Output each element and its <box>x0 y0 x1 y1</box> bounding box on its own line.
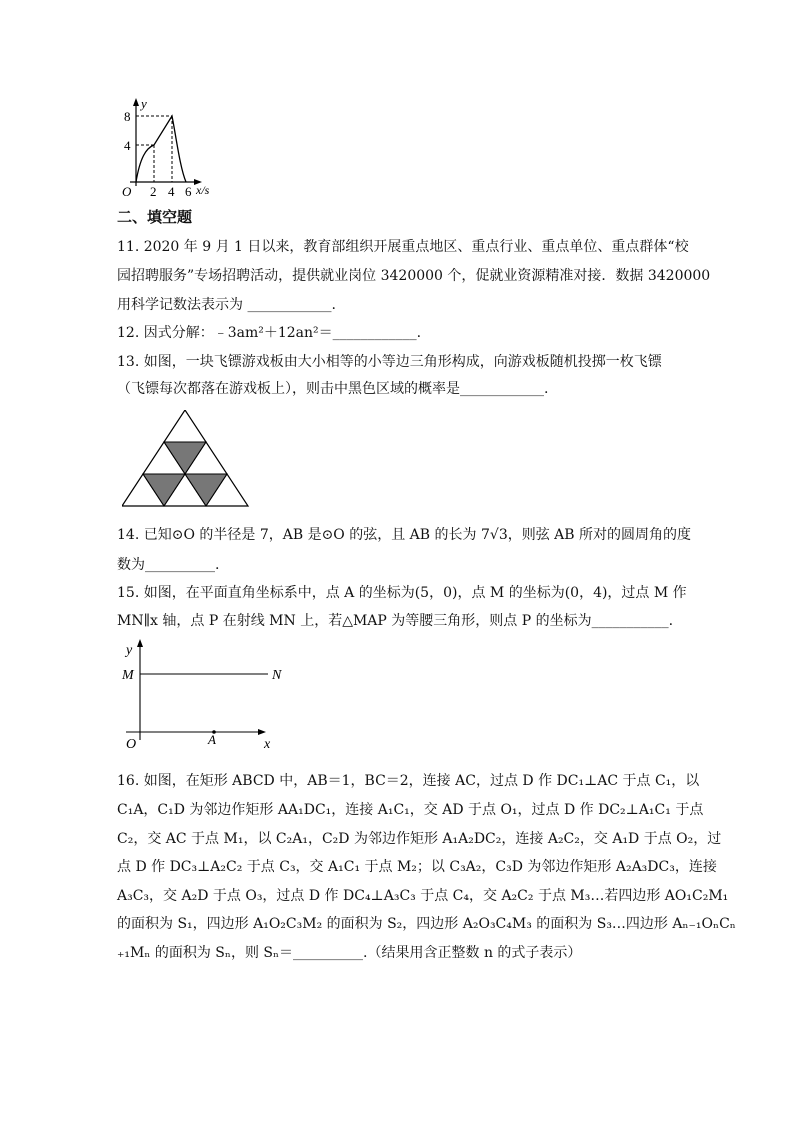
q11-line3: 用科学记数法表示为 ____________. <box>117 297 336 313</box>
graph1-tick-4: 4 <box>124 138 131 153</box>
graph1-curve <box>136 116 186 182</box>
q15-line1: 15. 如图，在平面直角坐标系中，点 A 的坐标为(5，0)，点 M 的坐标为(0，4)，过点 M 作 <box>117 585 687 601</box>
graph1-tick-x4: 4 <box>168 184 175 199</box>
black-triangle-right <box>185 474 227 506</box>
q16-line5: A₃C₃，交 A₂D 于点 O₃，过点 D 作 DC₄⊥A₃C₃ 于点 C₄，交 A₂C₂ 于点 M₃…若四边形 AO₁C₂M₁ <box>117 888 729 904</box>
graph2-y-label: y <box>126 643 133 658</box>
q11-line1: 11. 2020 年 9 月 1 日以来，教育部组织开展重点地区、重点行业、重点单位、重点群体“校 <box>117 239 689 255</box>
q16-line4: 点 D 作 DC₃⊥A₂C₂ 于点 C₃，交 A₁C₁ 于点 M₂；以 C₃A₂，C₃D 为邻边作矩形 A₂A₃DC₃，连接 <box>117 859 717 875</box>
graph2-O-label: O <box>126 737 137 752</box>
coordinate-graph <box>118 636 290 752</box>
graph1-x-label: x/s <box>196 183 210 197</box>
graph2-M-label: M <box>122 668 134 683</box>
section-title: 二、填空题 <box>117 208 193 226</box>
q16-line3: C₂，交 AC 于点 M₁，以 C₂A₁，C₂D 为邻边作矩形 A₁A₂DC₂，连接 A₂C₂，交 A₁D 于点 O₂，过 <box>117 831 722 847</box>
graph1-y-arrow <box>133 98 139 106</box>
speed-time-graph <box>112 96 222 200</box>
graph2-y-arrow <box>137 639 143 647</box>
q14-line1: 14. 已知⊙O 的半径是 7，AB 是⊙O 的弦，且 AB 的长为 7√3，则弦 AB 所对的圆周角的度 <box>117 527 692 543</box>
q12-line1: 12. 因式分解：﹣3am²＋12an²＝____________. <box>117 325 422 341</box>
graph1-tick-x6: 6 <box>185 184 192 199</box>
black-triangle-left <box>143 474 185 506</box>
graph2-x-label: x <box>264 737 271 752</box>
graph2-x-arrow <box>258 729 266 735</box>
q11-line2: 园招聘服务”专场招聘活动，提供就业岗位 3420000 个，促就业资源精准对接．数据 3420000 <box>117 268 711 284</box>
q16-line2: C₁A，C₁D 为邻边作矩形 AA₁DC₁，连接 A₁C₁，交 AD 于点 O₁，过点 D 作 DC₂⊥A₁C₁ 于点 <box>117 802 704 818</box>
q16-line6: 的面积为 S₁，四边形 A₁O₂C₃M₂ 的面积为 S₂，四边形 A₂O₃C₄M₃ 的面积为 S₃…四边形 Aₙ₋₁OₙCₙ <box>117 916 736 932</box>
q16-line1: 16. 如图，在矩形 ABCD 中，AB＝1，BC＝2，连接 AC，过点 D 作 DC₁⊥AC 于点 C₁，以 <box>117 773 700 789</box>
q16-line7: ₊₁Mₙ 的面积为 Sₙ，则 Sₙ＝__________.（结果用含正整数 n 的式子表示） <box>117 945 582 961</box>
graph2-N-label: N <box>272 668 282 683</box>
q13-line2: （飞镖每次都落在游戏板上），则击中黑色区域的概率是____________. <box>117 381 549 397</box>
q15-line2: MN∥x 轴，点 P 在射线 MN 上，若△MAP 为等腰三角形，则点 P 的坐标为___________. <box>117 613 674 629</box>
q13-line1: 13. 如图，一块飞镖游戏板由大小相等的小等边三角形构成，向游戏板随机投掷一枚飞镖 <box>117 354 662 370</box>
dartboard-triangle <box>122 410 252 512</box>
graph1-tick-x2: 2 <box>150 184 157 199</box>
graph1-tick-8: 8 <box>124 109 131 124</box>
q14-line2: 数为__________. <box>117 557 220 573</box>
graph2-A-label: A <box>208 732 216 747</box>
graph1-origin: O <box>122 184 132 199</box>
black-triangle-top <box>164 442 206 474</box>
graph1-y-label: y <box>141 96 147 111</box>
